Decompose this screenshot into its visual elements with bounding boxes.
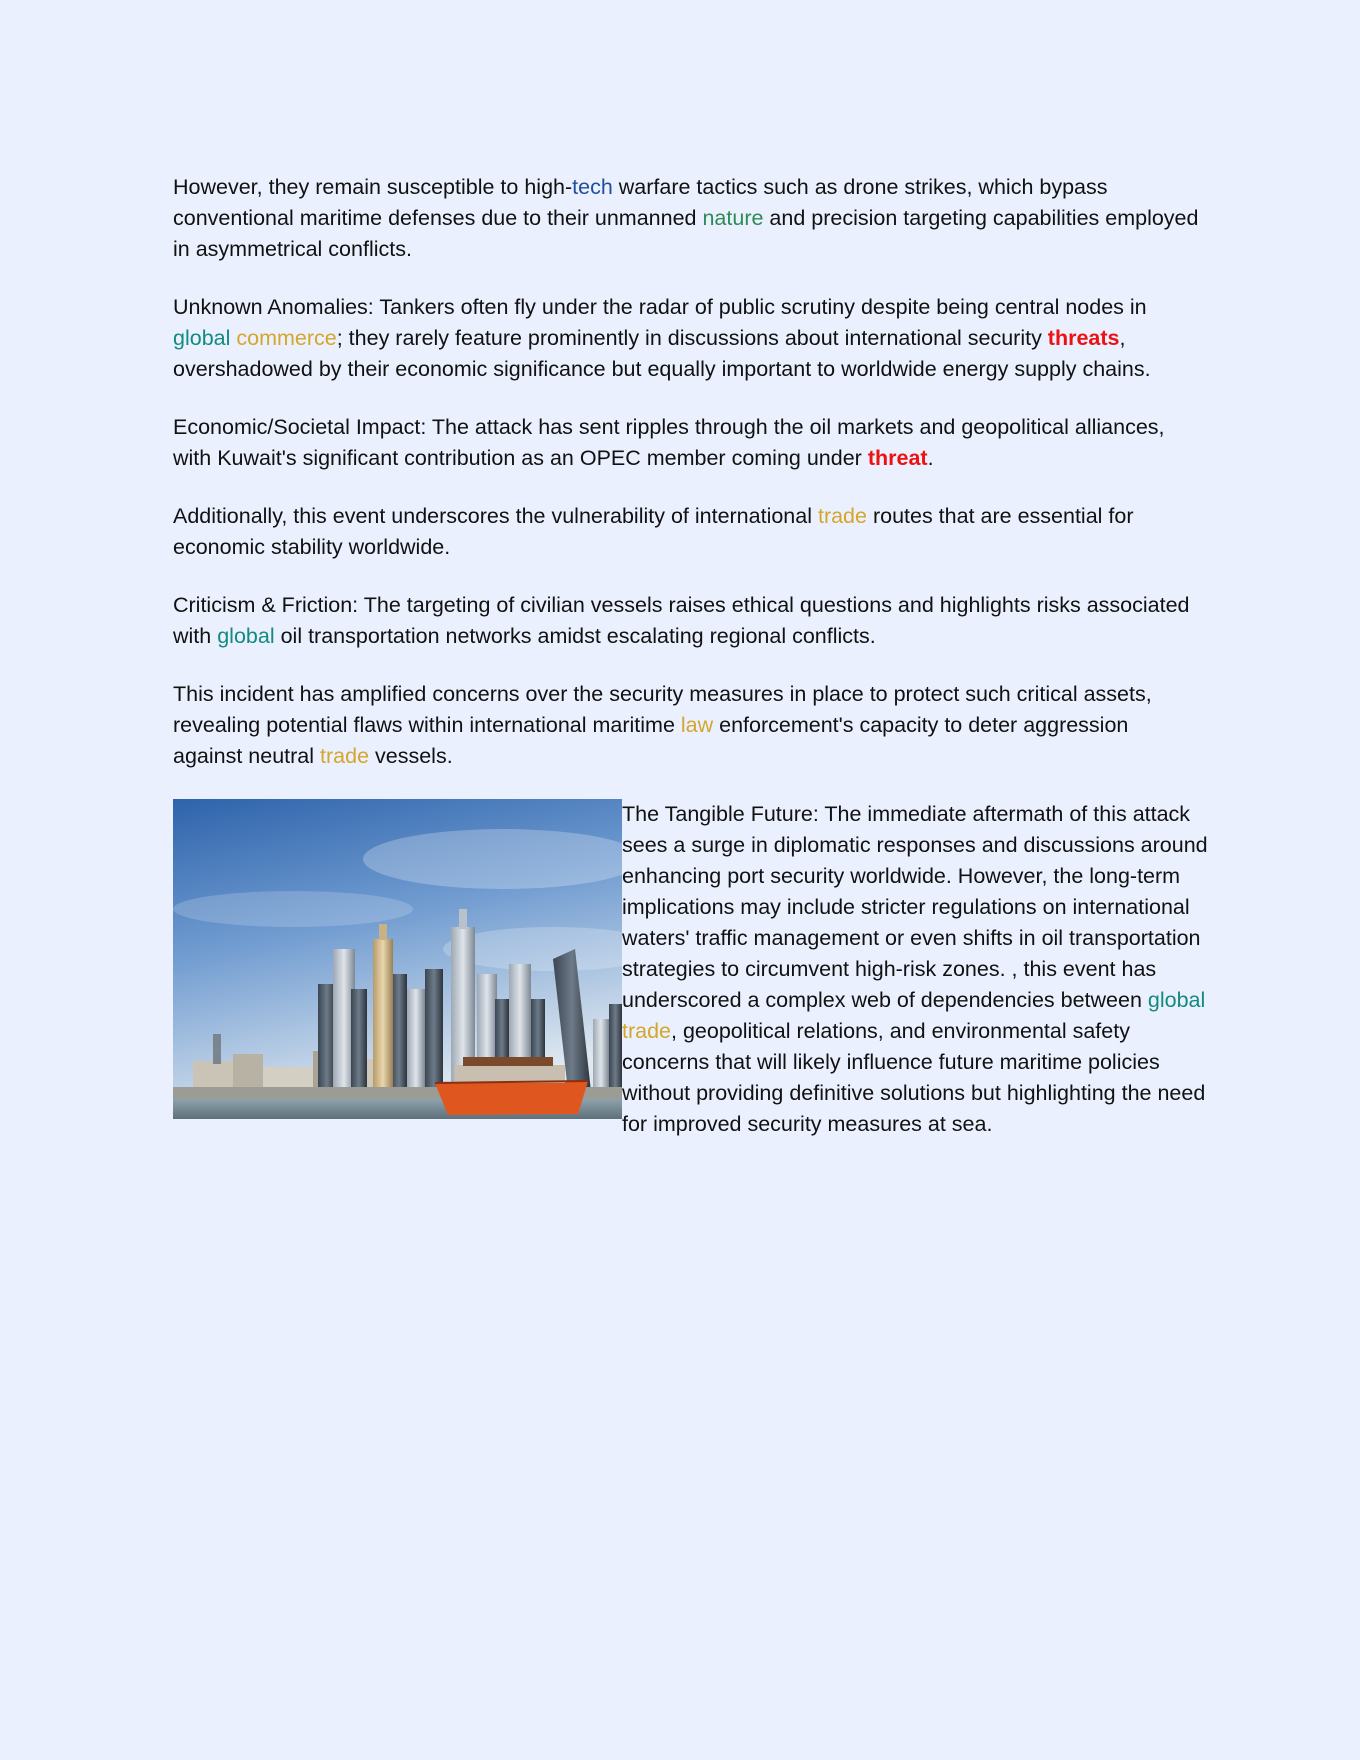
highlighted-term: tech (572, 175, 613, 199)
highlighted-term: trade (622, 1019, 672, 1043)
text-run: and precision targeting capabilities employed in asymmetrical conflicts. (173, 206, 1199, 261)
text-run: enforcement's capacity to deter aggression against neutral (173, 713, 1129, 768)
text-run: . (927, 446, 934, 470)
paragraph (173, 292, 1203, 385)
highlighted-term: nature (702, 206, 764, 230)
text-run: ; they rarely feature prominently in discussions about international security (336, 326, 1048, 350)
highlighted-term: global (217, 624, 275, 648)
highlighted-term: trade (320, 744, 370, 768)
text-run: Criticism & Friction: The targeting of civilian vessels raises ethical questions and highlights risks associated with (173, 593, 1190, 648)
text-run: Unknown Anomalies: Tankers often fly under the radar of public scrutiny despite being central nodes in (173, 295, 1147, 319)
paragraph (173, 590, 1203, 652)
paragraph (173, 679, 1203, 772)
city-skyline-photo (173, 799, 622, 1119)
text-run: However, they remain susceptible to high- (173, 175, 573, 199)
highlighted-term: threat (867, 446, 928, 470)
text-run: routes that are essential for economic stability worldwide. (173, 504, 1134, 559)
text-run: This incident has amplified concerns over the security measures in place to protect such critical assets, revealing potential flaws within international maritime (173, 682, 1152, 737)
text-run: vessels. (369, 744, 453, 768)
highlighted-term: commerce (236, 326, 337, 350)
figure-side-paragraph (622, 799, 1213, 1140)
highlighted-term: global (173, 326, 231, 350)
article-body (173, 172, 1200, 772)
highlighted-term: threats (1047, 326, 1120, 350)
highlighted-term: trade (817, 504, 867, 528)
figure-with-caption-text (173, 799, 1213, 1140)
paragraph (173, 501, 1203, 563)
text-run: oil transportation networks amidst escalating regional conflicts. (274, 624, 876, 648)
highlighted-term: law (680, 713, 714, 737)
text-run: The Tangible Future: The immediate aftermath of this attack sees a surge in diplomatic responses and discussions around enhancing port security worldwide. However, the long-term implications may include stricter regulations on international waters' traffic management or even shifts in oil transportation strategies to circumvent high-risk zones. , this event has underscored a complex web of dependencies between (622, 802, 1208, 1012)
paragraph (173, 412, 1203, 474)
text-run: , geopolitical relations, and environmental safety concerns that will likely influence future maritime policies without providing definitive solutions but highlighting the need for improved security measures at sea. (622, 1019, 1206, 1136)
text-run: , overshadowed by their economic significance but equally important to worldwide energy supply chains. (173, 326, 1151, 381)
text-run: Economic/Societal Impact: The attack has sent ripples through the oil markets and geopolitical alliances, with Kuwait's significant contribution as an OPEC member coming under (173, 415, 1165, 470)
text-run: warfare tactics such as drone strikes, which bypass conventional maritime defenses due to their unmanned (173, 175, 1108, 230)
paragraph (173, 172, 1203, 265)
highlighted-term: global (1147, 988, 1206, 1012)
text-run: Additionally, this event underscores the vulnerability of international (173, 504, 818, 528)
